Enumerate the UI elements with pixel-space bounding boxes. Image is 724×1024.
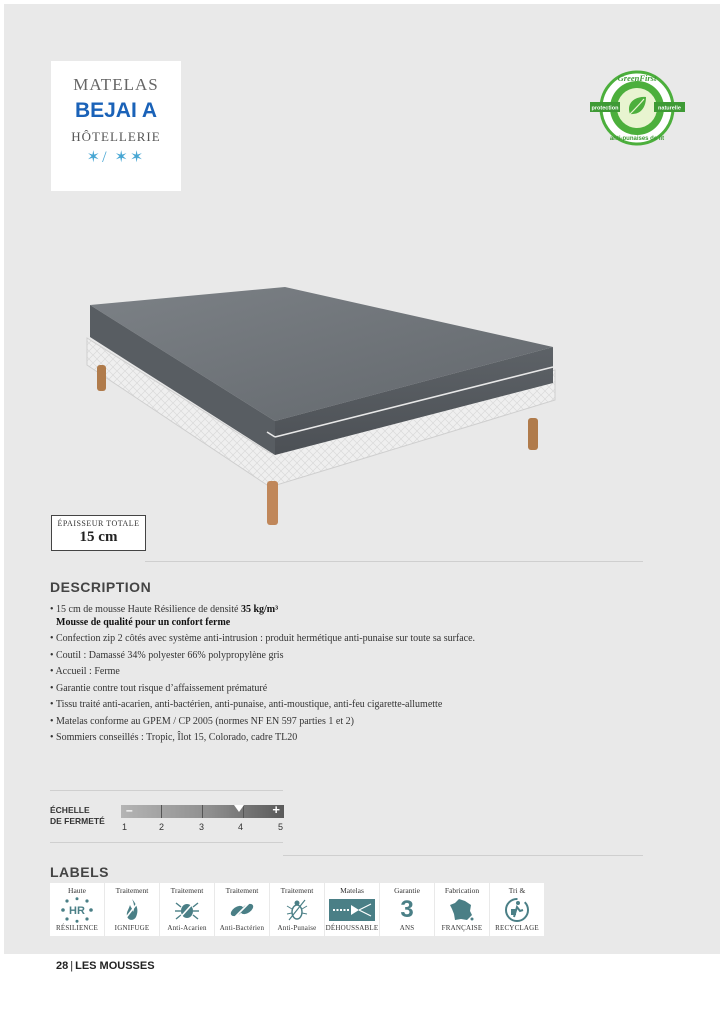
label-card-ignifuge xyxy=(105,883,159,936)
product-name: BEJAI A xyxy=(74,99,158,122)
description-item-text: Coutil : Damassé 34% polyester 66% polypropylène gris xyxy=(56,649,284,661)
firmness-marker xyxy=(234,805,244,812)
label-card-top: Traitement xyxy=(170,886,204,895)
scale-number: 1 xyxy=(122,822,128,832)
label-card-acarien xyxy=(160,883,214,936)
badge-top-text: GreenFirst xyxy=(617,73,657,83)
description-item: • Tissu traité anti-acarien, anti-bactérien, anti-punaise, anti-moustique, anti-feu cigarette-allumette xyxy=(50,699,443,710)
label-card-bottom: Anti-Bactérien xyxy=(219,924,265,932)
label-card-garantie xyxy=(380,883,434,936)
divider xyxy=(145,561,643,562)
scale-number: 2 xyxy=(159,822,165,832)
label-card-bottom: Anti-Punaise xyxy=(277,924,317,932)
description-item: • Accueil : Ferme xyxy=(50,666,120,677)
greenfirst-badge xyxy=(590,68,685,148)
star-rating: ✶/ ✶✶ xyxy=(86,149,146,166)
page-number: 28 xyxy=(56,960,69,972)
label-card-bacterien xyxy=(215,883,269,936)
number-icon xyxy=(380,896,434,924)
description-heading: DESCRIPTION xyxy=(50,579,152,595)
firmness-label-line1: ÉCHELLE xyxy=(50,805,90,815)
scale-tick xyxy=(161,805,162,818)
label-card-top: Haute xyxy=(68,886,86,895)
zip-icon xyxy=(325,896,379,924)
product-segment: HÔTELLERIE xyxy=(71,129,161,144)
description-item-text: Matelas conforme au GPEM / CP 2005 (normes NF EN 597 parties 1 et 2) xyxy=(56,715,354,727)
scale-number: 5 xyxy=(278,822,284,832)
badge-left-text: protection xyxy=(591,105,619,112)
density-value: 35 kg/m³ xyxy=(240,604,279,615)
label-card-recyclage xyxy=(490,883,544,936)
firmness-gradient-bar xyxy=(121,802,284,818)
mite-icon xyxy=(160,896,214,924)
firmness-label xyxy=(50,805,105,827)
label-card-punaise xyxy=(270,883,324,936)
description-item-text: Confection zip 2 côtés avec système anti-intrusion : produit hermétique anti-punaise sur toute sa surface. xyxy=(56,633,476,644)
mattress-photo xyxy=(85,255,565,535)
page-footer xyxy=(56,960,155,972)
divider xyxy=(50,790,283,791)
description-item-text: Accueil : Ferme xyxy=(55,666,120,677)
description-item-text: Tissu traité anti-acarien, anti-bactérien, anti-punaise, anti-moustique, anti-feu cigarette-allumette xyxy=(55,699,443,710)
labels-heading: LABELS xyxy=(50,864,109,880)
description-item: • Matelas conforme au GPEM / CP 2005 (normes NF EN 597 parties 1 et 2) xyxy=(50,715,354,727)
label-card-bottom: FRANÇAISE xyxy=(441,924,483,932)
plus-sign: + xyxy=(272,802,280,817)
label-card-top: Matelas xyxy=(340,886,364,895)
label-card-top: Fabrication xyxy=(444,886,480,895)
footer-separator: | xyxy=(70,960,74,972)
divider xyxy=(50,842,283,843)
label-card-dehoussable xyxy=(325,883,379,936)
label-card-bottom: Anti-Acarien xyxy=(167,924,207,932)
label-card-top: Traitement xyxy=(280,886,314,895)
label-card-top: Garantie xyxy=(394,886,420,895)
label-card-bottom: RÉSILIENCE xyxy=(55,924,99,932)
warranty-years: 3 xyxy=(400,896,414,923)
minus-sign: – xyxy=(126,803,133,817)
product-category: MATELAS xyxy=(73,75,159,94)
scale-number: 3 xyxy=(199,822,205,832)
hr-sun-icon xyxy=(50,896,104,924)
thickness-value: 15 cm xyxy=(79,529,118,545)
badge-bottom-text: anti-punaises de lit xyxy=(609,136,665,142)
bacteria-icon xyxy=(215,896,269,924)
description-item-text: Sommiers conseillés : Tropic, Îlot 15, Colorado, cadre TL20 xyxy=(56,732,298,743)
description-item: • Sommiers conseillés : Tropic, Îlot 15, Colorado, cadre TL20 xyxy=(50,732,298,743)
description-item1-subline: Mousse de qualité pour un confort ferme xyxy=(56,617,231,628)
scale-tick xyxy=(202,805,203,818)
label-card-bottom: IGNIFUGE xyxy=(114,924,150,932)
description-list xyxy=(50,603,550,748)
thickness-label: ÉPAISSEUR TOTALE xyxy=(57,519,140,528)
label-card-top: Tri & xyxy=(508,886,526,895)
section-name: LES MOUSSES xyxy=(75,960,155,972)
recycle-icon xyxy=(490,896,544,924)
scale-number: 4 xyxy=(238,822,244,832)
firmness-label-line2: DE FERMETÉ xyxy=(50,816,105,826)
france-map-icon xyxy=(435,896,489,924)
divider xyxy=(283,855,643,856)
description-item: • Confection zip 2 côtés avec système anti-intrusion : produit hermétique anti-punaise sur toute sa surface. xyxy=(50,633,476,644)
label-card-resilience xyxy=(50,883,104,936)
hr-text: HR xyxy=(69,905,85,917)
description-item: • 15 cm de mousse Haute Résilience de densité 35 kg/m³ Mousse de qualité pour un confort ferme xyxy=(50,603,550,629)
description-item: • Coutil : Damassé 34% polyester 66% polypropylène gris xyxy=(50,649,284,661)
bedbug-icon xyxy=(270,896,324,924)
product-title-card xyxy=(51,61,181,191)
label-card-bottom: ANS xyxy=(399,924,415,932)
label-card-bottom: DÉHOUSSABLE xyxy=(325,924,379,932)
label-card-top: Traitement xyxy=(115,886,149,895)
label-card-top: Traitement xyxy=(225,886,259,895)
label-card-bottom: RECYCLAGE xyxy=(495,924,539,932)
description-item1-text: 15 cm de mousse Haute Résilience de densité xyxy=(56,604,241,615)
description-item: • Garantie contre tout risque d’affaissement prématuré xyxy=(50,682,268,694)
description-item-text: Garantie contre tout risque d’affaissement prématuré xyxy=(56,682,268,694)
firmness-scale xyxy=(121,802,284,832)
thickness-box xyxy=(51,515,146,551)
badge-right-text: naturelle xyxy=(658,105,681,112)
flame-icon xyxy=(105,896,159,924)
label-card-francaise xyxy=(435,883,489,936)
